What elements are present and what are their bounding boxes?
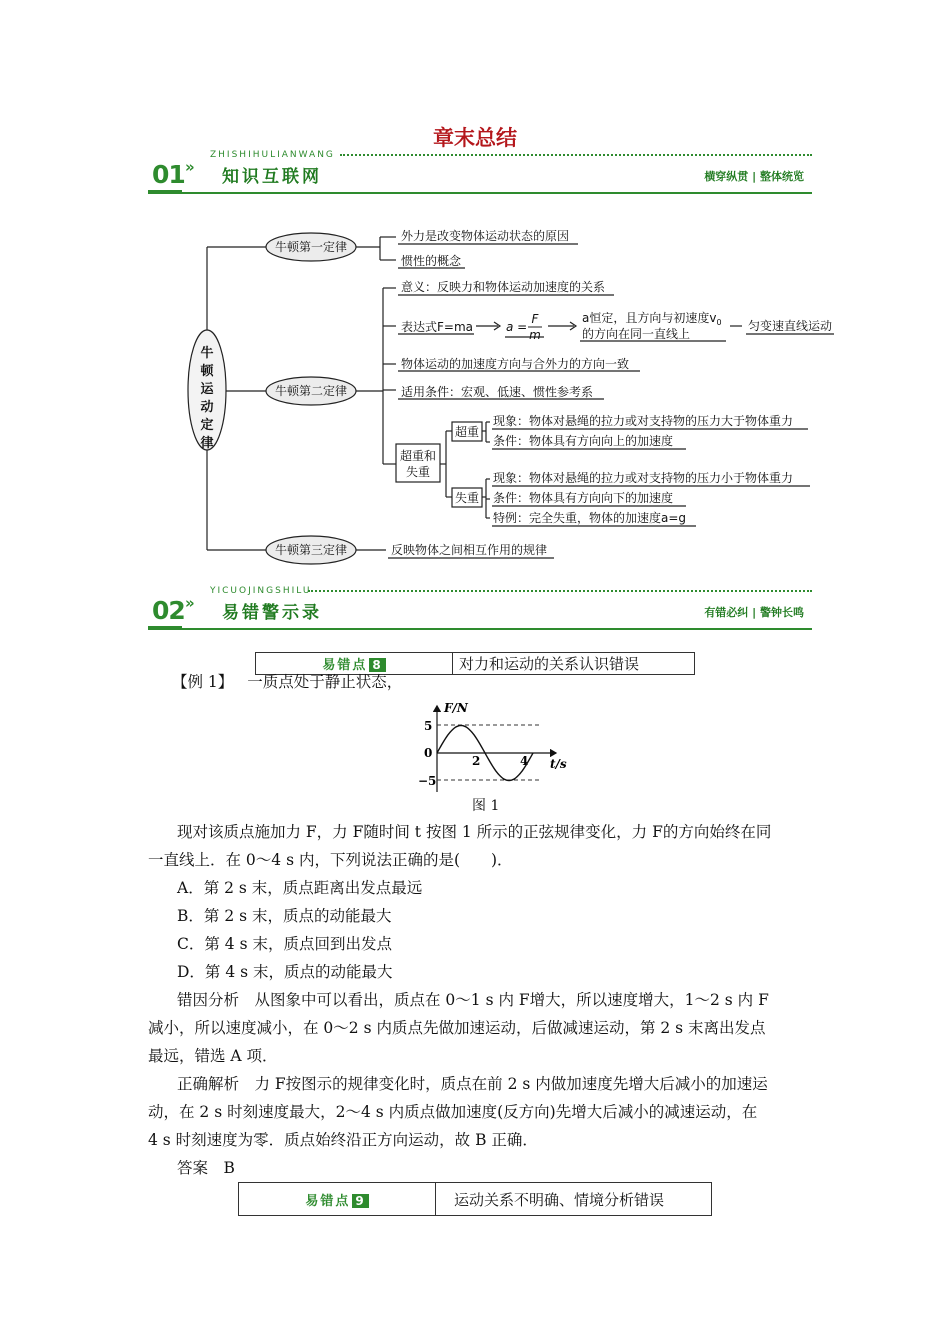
- underweight-phenomenon: 现象：物体对悬绳的拉力或对支持物的压力小于物体重力: [493, 471, 794, 485]
- section-heading: 知识互联网: [222, 167, 322, 187]
- option-d: D．第 4 s 末，质点的动能最大: [177, 963, 393, 981]
- example-1-intro: 【例 1】 一质点处于静止状态，: [172, 673, 403, 691]
- law2-uniform-motion: 匀变速直线运动: [748, 319, 833, 333]
- chevron-icon: »: [185, 594, 195, 612]
- dotted-divider: [308, 590, 812, 592]
- over-under-label-2: 失重: [405, 465, 431, 479]
- law1-label: 牛顿第一定律: [274, 240, 348, 254]
- question-stem-line-1: 现对该质点施加力 F，力 F随时间 t 按图 1 所示的正弦规律变化，力 F的方向始终在同: [177, 823, 772, 841]
- error-point-label: 易错点 9: [239, 1183, 436, 1216]
- law2-meaning: 意义：反映力和物体运动加速度的关系: [401, 280, 606, 294]
- x-tick-2: 2: [472, 754, 481, 768]
- svg-text:运: 运: [200, 382, 214, 397]
- law1-item-inertia: 惯性的概念: [401, 254, 462, 268]
- svg-text:顿: 顿: [200, 364, 214, 379]
- error-analysis-line-1: 错因分析 从图象中可以看出，质点在 0～1 s 内 F增大，所以速度增大，1～2 s 内 F: [177, 991, 769, 1009]
- law1-item-force: 外力是改变物体运动状态的原因: [401, 229, 570, 243]
- section-banner-knowledge: [148, 150, 812, 196]
- section-slogan: 横穿纵贯 | 整体统览: [704, 170, 804, 183]
- law2-expression: 表达式F=ma: [401, 320, 474, 334]
- section-pinyin: ZHISHIHULIANWANG: [210, 150, 335, 160]
- law3-label: 牛顿第三定律: [274, 543, 348, 557]
- dotted-divider: [340, 154, 812, 156]
- law2-conditions: 适用条件：宏观、低速、惯性参考系: [401, 385, 594, 399]
- y-tick-neg5: −5: [418, 774, 437, 788]
- y-tick-0: 0: [424, 746, 433, 760]
- law2-formula-num: F: [531, 312, 539, 326]
- correct-analysis-line-3: 4 s 时刻速度为零．质点始终沿正方向运动，故 B 正确．: [148, 1131, 538, 1149]
- svg-text:动: 动: [200, 400, 214, 415]
- figure-caption: 图 1: [472, 798, 500, 814]
- law2-label: 牛顿第二定律: [274, 384, 348, 398]
- underweight-condition: 条件：物体具有方向向下的加速度: [493, 491, 674, 505]
- law2-constant-line2: 的方向在同一直线上: [582, 327, 691, 341]
- error-point-title: 对力和运动的关系认识错误: [453, 653, 695, 675]
- error-point-9-box: [238, 1182, 712, 1216]
- section-rule: [148, 192, 812, 194]
- section-pinyin: YICUOJINGSHILU: [210, 586, 312, 596]
- underweight-special: 特例：完全失重，物体的加速度a=g: [493, 511, 687, 525]
- law2-constant-line1: a恒定，且方向与初速度$v_0$: [582, 311, 722, 327]
- overweight-label: 超重: [454, 425, 480, 439]
- x-tick-4: 4: [520, 754, 529, 768]
- answer: 答案 B: [177, 1159, 235, 1177]
- law2-direction: 物体运动的加速度方向与合外力的方向一致: [401, 357, 630, 371]
- question-stem-line-2: 一直线上．在 0～4 s 内，下列说法正确的是( )．: [148, 851, 513, 869]
- section-rule: [148, 628, 812, 630]
- knowledge-mind-map: [0, 200, 950, 580]
- option-a: A．第 2 s 末，质点距离出发点最远: [177, 879, 423, 897]
- correct-analysis-line-2: 动，在 2 s 时刻速度最大，2～4 s 内质点做加速度(反方向)先增大后减小的减速运动，在: [148, 1103, 758, 1121]
- error-point-title: 运动关系不明确、情境分析错误: [436, 1183, 712, 1216]
- option-c: C．第 4 s 末，质点回到出发点: [177, 935, 392, 953]
- option-b: B．第 2 s 末，质点的动能最大: [177, 907, 392, 925]
- underweight-label: 失重: [454, 491, 480, 505]
- overweight-phenomenon: 现象：物体对悬绳的拉力或对支持物的压力大于物体重力: [493, 414, 794, 428]
- section-banner-errors: [148, 586, 812, 632]
- section-heading: 易错警示录: [222, 603, 322, 623]
- law2-formula-a: a =: [506, 320, 528, 334]
- chevron-icon: »: [185, 158, 195, 176]
- error-analysis-line-2: 减小，所以速度减小，在 0～2 s 内质点先做加速运动，后做减速运动，第 2 s 末离出发点: [148, 1019, 766, 1037]
- law2-formula-den: m: [529, 328, 541, 342]
- law3-item: 反映物体之间相互作用的规律: [391, 543, 548, 557]
- force-time-graph: [400, 700, 580, 798]
- error-analysis-line-3: 最远，错选 A 项．: [148, 1047, 278, 1065]
- over-under-label-1: 超重和: [399, 449, 437, 463]
- section-number: 02: [152, 596, 185, 625]
- y-axis-label: F/N: [444, 701, 468, 715]
- example-tag: 【例 1】: [172, 673, 234, 691]
- svg-text:律: 律: [200, 436, 214, 451]
- section-number: 01: [152, 160, 185, 189]
- error-point-label: 易错点 8: [256, 653, 453, 675]
- svg-text:定: 定: [200, 418, 214, 433]
- x-axis-label: t/s: [550, 757, 567, 771]
- svg-text:牛: 牛: [200, 346, 214, 361]
- overweight-condition: 条件：物体具有方向向上的加速度: [493, 434, 674, 448]
- correct-analysis-line-1: 正确解析 力 F按图示的规律变化时，质点在前 2 s 内做加速度先增大后减小的加速运: [177, 1075, 768, 1093]
- section-slogan: 有错必纠 | 警钟长鸣: [704, 606, 804, 619]
- page-title: 章末总结: [433, 126, 517, 150]
- y-tick-5: 5: [424, 719, 433, 733]
